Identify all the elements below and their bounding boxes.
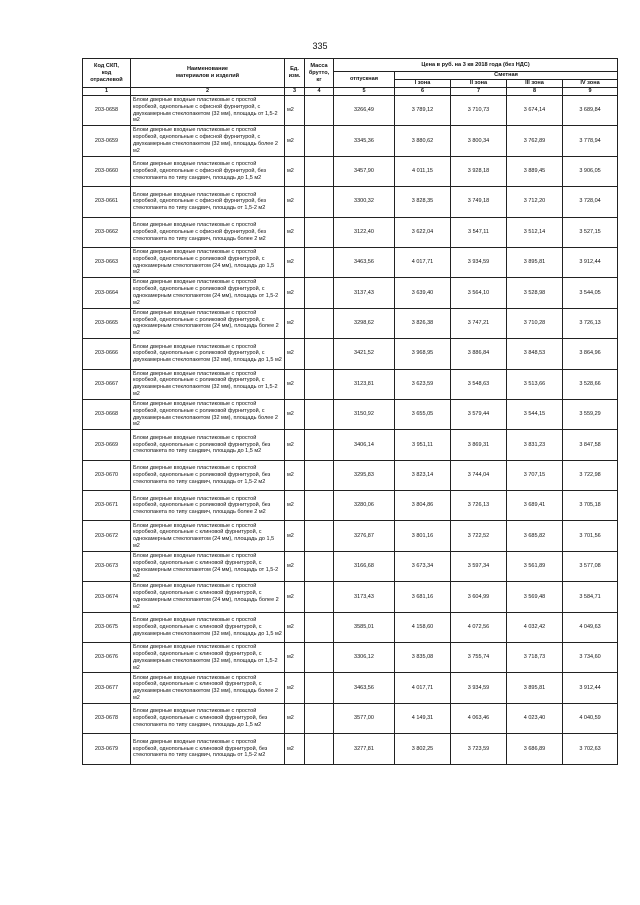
table-row: [83, 521, 618, 551]
col-number: 7: [451, 88, 507, 96]
cell-zone3-price: 3 895,81: [507, 247, 563, 277]
cell-release-price: 3173,43: [334, 582, 395, 612]
cell-zone2-price: 3 722,52: [451, 521, 507, 551]
cell-zone1-price: 4 017,71: [395, 247, 451, 277]
cell-name: Блоки дверные входные пластиковые с простой коробкой, однопольные с клиновой фурнитурой, с двухкамерным стеклопакетом (32 мм), площадь от 1,5-2 м2: [131, 643, 285, 673]
cell-release-price: 3266,49: [334, 96, 395, 126]
cell-name: Блоки дверные входные пластиковые с простой коробкой, однопольные с роликовой фурнитурой, с однокамерным стеклопакетом (24 мм), площадь от 1,5-2 м2: [131, 278, 285, 308]
header-name-line2: материалов и изделий: [175, 73, 240, 79]
cell-unit: м2: [285, 521, 305, 551]
header-estimate: Сметная: [395, 72, 618, 80]
cell-code: 203-0658: [83, 96, 131, 126]
cell-release-price: 3457,90: [334, 156, 395, 186]
cell-unit: м2: [285, 339, 305, 369]
header-code-line1: Код СКП,: [94, 62, 119, 69]
cell-zone1-price: 3 823,14: [395, 460, 451, 490]
cell-unit: м2: [285, 217, 305, 247]
col-number: 4: [305, 88, 334, 96]
cell-zone4-price: 3 701,56: [563, 521, 618, 551]
cell-unit: м2: [285, 734, 305, 764]
cell-release-price: 3166,68: [334, 551, 395, 581]
header-zone4: IV зона: [563, 80, 618, 88]
cell-name: Блоки дверные входные пластиковые с простой коробкой, однопольные с клиновой фурнитурой, без стеклопакета по типу сандвич, площадь от 1,5-2 м2: [131, 734, 285, 764]
cell-release-price: 3421,52: [334, 339, 395, 369]
cell-name: Блоки дверные входные пластиковые с простой коробкой, однопольные с клиновой фурнитурой, с двухкамерным стеклопакетом (32 мм), площадь до 1,5 м2: [131, 612, 285, 642]
cell-release-price: 3406,14: [334, 430, 395, 460]
cell-name: Блоки дверные входные пластиковые с простой коробкой, однопольные с роликовой фурнитурой, без стеклопакета по типу сандвич, площадь до 1,5 м2: [131, 430, 285, 460]
header-code-line3: отраслевой: [90, 76, 123, 83]
cell-zone1-price: 4 149,31: [395, 703, 451, 733]
header-unit-line2: изм.: [288, 73, 301, 79]
page-number: 335: [312, 41, 328, 51]
cell-zone2-price: 3 928,18: [451, 156, 507, 186]
cell-mass: [305, 247, 334, 277]
cell-name: Блоки дверные входные пластиковые с простой коробкой, однопольные с роликовой фурнитурой, с однокамерным стеклопакетом (24 мм), площадь более 2 м2: [131, 308, 285, 338]
cell-mass: [305, 430, 334, 460]
cell-unit: м2: [285, 247, 305, 277]
cell-zone3-price: 4 023,40: [507, 703, 563, 733]
cell-name: Блоки дверные входные пластиковые с простой коробкой, однопольные с роликовой фурнитурой, с однокамерным стеклопакетом (24 мм), площадь до 1,5 м2: [131, 247, 285, 277]
cell-zone4-price: 3 584,71: [563, 582, 618, 612]
cell-zone2-price: 3 710,73: [451, 96, 507, 126]
cell-zone2-price: 3 934,59: [451, 673, 507, 703]
cell-zone4-price: 3 722,98: [563, 460, 618, 490]
cell-zone2-price: 3 886,84: [451, 339, 507, 369]
table-row: [83, 187, 618, 217]
cell-zone2-price: 3 744,04: [451, 460, 507, 490]
cell-zone1-price: 3 681,16: [395, 582, 451, 612]
cell-zone2-price: 3 869,31: [451, 430, 507, 460]
cell-code: 203-0667: [83, 369, 131, 399]
cell-code: 203-0676: [83, 643, 131, 673]
cell-zone4-price: 3 544,05: [563, 278, 618, 308]
cell-zone4-price: 3 577,08: [563, 551, 618, 581]
cell-zone4-price: 3 528,66: [563, 369, 618, 399]
cell-zone1-price: 3 826,38: [395, 308, 451, 338]
cell-zone2-price: 4 063,46: [451, 703, 507, 733]
cell-zone3-price: 3 674,14: [507, 96, 563, 126]
cell-mass: [305, 460, 334, 490]
cell-name: Блоки дверные входные пластиковые с простой коробкой, однопольные с клиновой фурнитурой, с однокамерным стеклопакетом (24 мм), площадь более 2 м2: [131, 582, 285, 612]
cell-zone3-price: 3 512,14: [507, 217, 563, 247]
cell-name: Блоки дверные входные пластиковые с простой коробкой, однопольные с клиновой фурнитурой, с однокамерным стеклопакетом (24 мм), площадь от 1,5-2 м2: [131, 551, 285, 581]
cell-zone2-price: 3 747,21: [451, 308, 507, 338]
cell-zone4-price: 3 527,15: [563, 217, 618, 247]
header-zone2: II зона: [451, 80, 507, 88]
cell-zone3-price: 3 710,28: [507, 308, 563, 338]
table-row: [83, 612, 618, 642]
table-row: [83, 734, 618, 764]
cell-zone3-price: 3 762,89: [507, 126, 563, 156]
cell-release-price: 3577,00: [334, 703, 395, 733]
cell-zone3-price: 3 544,15: [507, 399, 563, 429]
table-row: [83, 582, 618, 612]
col-number: 2: [131, 88, 285, 96]
cell-zone1-price: 3 880,62: [395, 126, 451, 156]
cell-unit: м2: [285, 399, 305, 429]
cell-release-price: 3137,43: [334, 278, 395, 308]
cell-name: Блоки дверные входные пластиковые с простой коробкой, однопольные с офисной фурнитурой, без стеклопакета по типу сандвич, площадь более 2 м2: [131, 217, 285, 247]
cell-zone3-price: 3 831,23: [507, 430, 563, 460]
col-number: 9: [563, 88, 618, 96]
cell-mass: [305, 703, 334, 733]
cell-zone2-price: 3 604,99: [451, 582, 507, 612]
cell-mass: [305, 96, 334, 126]
table-row: [83, 278, 618, 308]
table-row: [83, 460, 618, 490]
cell-mass: [305, 612, 334, 642]
table-row: [83, 551, 618, 581]
table-row: [83, 399, 618, 429]
cell-release-price: 3276,87: [334, 521, 395, 551]
cell-zone2-price: 3 579,44: [451, 399, 507, 429]
cell-unit: м2: [285, 187, 305, 217]
header-unit-line1: Ед.: [290, 66, 299, 72]
cell-zone1-price: 3 789,12: [395, 96, 451, 126]
header-unit: [285, 59, 305, 88]
header-price-title: Цена в руб. на 3 кв 2018 года (без НДС): [334, 59, 618, 72]
table-row: [83, 308, 618, 338]
cell-zone2-price: 4 072,56: [451, 612, 507, 642]
cell-zone3-price: 3 686,89: [507, 734, 563, 764]
cell-zone1-price: 3 804,86: [395, 491, 451, 521]
cell-release-price: 3463,56: [334, 673, 395, 703]
cell-zone3-price: 4 032,42: [507, 612, 563, 642]
col-number: 8: [507, 88, 563, 96]
cell-zone2-price: 3 548,63: [451, 369, 507, 399]
header-code: [83, 59, 131, 88]
header-zone3: III зона: [507, 80, 563, 88]
cell-zone4-price: 3 728,04: [563, 187, 618, 217]
cell-zone3-price: 3 718,73: [507, 643, 563, 673]
cell-release-price: 3123,81: [334, 369, 395, 399]
cell-zone1-price: 3 623,59: [395, 369, 451, 399]
cell-code: 203-0673: [83, 551, 131, 581]
table-row: [83, 247, 618, 277]
header-zone1: I зона: [395, 80, 451, 88]
cell-name: Блоки дверные входные пластиковые с простой коробкой, однопольные с офисной фурнитурой, без стеклопакета по типу сандвич, площадь от 1,5-2 м2: [131, 187, 285, 217]
col-number: 5: [334, 88, 395, 96]
cell-release-price: 3150,92: [334, 399, 395, 429]
header-release: отпускная: [334, 72, 395, 88]
cell-code: 203-0671: [83, 491, 131, 521]
cell-code: 203-0678: [83, 703, 131, 733]
cell-zone4-price: 4 049,63: [563, 612, 618, 642]
table-row: [83, 156, 618, 186]
cell-zone3-price: 3 561,89: [507, 551, 563, 581]
cell-release-price: 3463,56: [334, 247, 395, 277]
cell-unit: м2: [285, 308, 305, 338]
cell-name: Блоки дверные входные пластиковые с простой коробкой, однопольные с роликовой фурнитурой, без стеклопакета по типу сандвич, площадь от 1,5-2 м2: [131, 460, 285, 490]
col-number: 6: [395, 88, 451, 96]
cell-zone3-price: 3 848,53: [507, 339, 563, 369]
cell-mass: [305, 278, 334, 308]
cell-zone3-price: 3 569,48: [507, 582, 563, 612]
header-mass-line1: Масса: [310, 62, 328, 69]
cell-code: 203-0677: [83, 673, 131, 703]
cell-zone1-price: 3 673,34: [395, 551, 451, 581]
table-row: [83, 491, 618, 521]
cell-code: 203-0664: [83, 278, 131, 308]
cell-code: 203-0672: [83, 521, 131, 551]
cell-zone3-price: 3 689,41: [507, 491, 563, 521]
table-row: [83, 217, 618, 247]
cell-mass: [305, 582, 334, 612]
cell-zone4-price: 3 705,18: [563, 491, 618, 521]
cell-zone2-price: 3 564,10: [451, 278, 507, 308]
cell-zone3-price: 3 528,98: [507, 278, 563, 308]
cell-code: 203-0674: [83, 582, 131, 612]
cell-zone1-price: 3 951,11: [395, 430, 451, 460]
cell-release-price: 3280,06: [334, 491, 395, 521]
cell-zone1-price: 3 622,04: [395, 217, 451, 247]
cell-code: 203-0668: [83, 399, 131, 429]
cell-name: Блоки дверные входные пластиковые с простой коробкой, однопольные с роликовой фурнитурой, с двухкамерным стеклопакетом (32 мм), площадь более 2 м2: [131, 399, 285, 429]
cell-zone3-price: 3 895,81: [507, 673, 563, 703]
cell-name: Блоки дверные входные пластиковые с простой коробкой, однопольные с офисной фурнитурой, с двухкамерным стеклопакетом (32 мм), площадь от 1,5-2 м2: [131, 96, 285, 126]
cell-zone4-price: 3 734,60: [563, 643, 618, 673]
table-row: [83, 673, 618, 703]
cell-zone2-price: 3 726,13: [451, 491, 507, 521]
cell-name: Блоки дверные входные пластиковые с простой коробкой, однопольные с роликовой фурнитурой, без стеклопакета по типу сандвич, площадь более 2 м2: [131, 491, 285, 521]
header-mass-line2: брутто,: [308, 69, 330, 76]
cell-zone1-price: 3 835,08: [395, 643, 451, 673]
cell-zone4-price: 4 040,59: [563, 703, 618, 733]
cell-unit: м2: [285, 643, 305, 673]
table-row: [83, 96, 618, 126]
cell-unit: м2: [285, 278, 305, 308]
header-name: [131, 59, 285, 88]
cell-code: 203-0666: [83, 339, 131, 369]
cell-release-price: 3122,40: [334, 217, 395, 247]
cell-zone3-price: 3 513,66: [507, 369, 563, 399]
cell-code: 203-0662: [83, 217, 131, 247]
table-body: [83, 96, 618, 765]
cell-unit: м2: [285, 551, 305, 581]
cell-unit: м2: [285, 491, 305, 521]
cell-unit: м2: [285, 126, 305, 156]
cell-name: Блоки дверные входные пластиковые с простой коробкой, однопольные с роликовой фурнитурой, с двухкамерным стеклопакетом (32 мм), площадь от 1,5-2 м2: [131, 369, 285, 399]
cell-zone4-price: 3 847,58: [563, 430, 618, 460]
cell-unit: м2: [285, 673, 305, 703]
cell-code: 203-0669: [83, 430, 131, 460]
cell-mass: [305, 643, 334, 673]
cell-code: 203-0663: [83, 247, 131, 277]
cell-code: 203-0670: [83, 460, 131, 490]
cell-mass: [305, 399, 334, 429]
cell-mass: [305, 551, 334, 581]
cell-unit: м2: [285, 703, 305, 733]
cell-zone4-price: 3 778,94: [563, 126, 618, 156]
col-number: 3: [285, 88, 305, 96]
cell-mass: [305, 217, 334, 247]
cell-code: 203-0675: [83, 612, 131, 642]
cell-zone2-price: 3 723,59: [451, 734, 507, 764]
cell-zone2-price: 3 934,59: [451, 247, 507, 277]
cell-zone1-price: 4 011,15: [395, 156, 451, 186]
cell-release-price: 3277,81: [334, 734, 395, 764]
cell-name: Блоки дверные входные пластиковые с простой коробкой, однопольные с клиновой фурнитурой, с двухкамерным стеклопакетом (32 мм), площадь более 2 м2: [131, 673, 285, 703]
table-row: [83, 430, 618, 460]
table-row: [83, 369, 618, 399]
cell-code: 203-0665: [83, 308, 131, 338]
cell-zone1-price: 3 828,35: [395, 187, 451, 217]
cell-release-price: 3295,83: [334, 460, 395, 490]
cell-zone4-price: 3 559,29: [563, 399, 618, 429]
cell-zone2-price: 3 800,34: [451, 126, 507, 156]
table-row: [83, 126, 618, 156]
header-name-line1: Наименование: [186, 66, 229, 72]
cell-unit: м2: [285, 582, 305, 612]
cell-zone4-price: 3 689,84: [563, 96, 618, 126]
cell-name: Блоки дверные входные пластиковые с простой коробкой, однопольные с клиновой фурнитурой, без стеклопакета по типу сандвич, площадь до 1,5 м2: [131, 703, 285, 733]
cell-code: 203-0660: [83, 156, 131, 186]
cell-zone4-price: 3 906,05: [563, 156, 618, 186]
cell-release-price: 3585,01: [334, 612, 395, 642]
table-header: [83, 59, 618, 96]
cell-mass: [305, 187, 334, 217]
cell-unit: м2: [285, 369, 305, 399]
cell-mass: [305, 156, 334, 186]
cell-unit: м2: [285, 96, 305, 126]
cell-zone2-price: 3 755,74: [451, 643, 507, 673]
cell-unit: м2: [285, 460, 305, 490]
cell-mass: [305, 308, 334, 338]
cell-mass: [305, 673, 334, 703]
cell-code: 203-0679: [83, 734, 131, 764]
cell-zone1-price: 3 639,40: [395, 278, 451, 308]
header-mass: [305, 59, 334, 88]
cell-name: Блоки дверные входные пластиковые с простой коробкой, однопольные с офисной фурнитурой, с двухкамерным стеклопакетом (32 мм), площадь более 2 м2: [131, 126, 285, 156]
col-number: 1: [83, 88, 131, 96]
cell-release-price: 3300,32: [334, 187, 395, 217]
table-row: [83, 339, 618, 369]
header-mass-line3: кг: [316, 76, 322, 83]
cell-zone1-price: 3 801,16: [395, 521, 451, 551]
cell-mass: [305, 734, 334, 764]
cell-unit: м2: [285, 156, 305, 186]
cell-zone4-price: 3 726,13: [563, 308, 618, 338]
cell-name: Блоки дверные входные пластиковые с простой коробкой, однопольные с клиновой фурнитурой, с однокамерным стеклопакетом (24 мм), площадь до 1,5 м2: [131, 521, 285, 551]
cell-zone2-price: 3 749,18: [451, 187, 507, 217]
cell-mass: [305, 369, 334, 399]
cell-mass: [305, 339, 334, 369]
cell-zone4-price: 3 702,63: [563, 734, 618, 764]
cell-zone3-price: 3 712,20: [507, 187, 563, 217]
cell-zone3-price: 3 707,15: [507, 460, 563, 490]
cell-name: Блоки дверные входные пластиковые с простой коробкой, однопольные с роликовой фурнитурой, с двухкамерным стеклопакетом (32 мм), площадь до 1,5 м2: [131, 339, 285, 369]
cell-zone4-price: 3 912,44: [563, 673, 618, 703]
cell-zone1-price: 3 655,05: [395, 399, 451, 429]
table-row: [83, 703, 618, 733]
cell-zone3-price: 3 685,82: [507, 521, 563, 551]
cell-release-price: 3345,36: [334, 126, 395, 156]
cell-zone2-price: 3 597,34: [451, 551, 507, 581]
cell-zone1-price: 3 802,25: [395, 734, 451, 764]
cell-zone3-price: 3 889,45: [507, 156, 563, 186]
cell-zone4-price: 3 912,44: [563, 247, 618, 277]
cell-release-price: 3298,62: [334, 308, 395, 338]
price-table: [82, 58, 618, 765]
cell-unit: м2: [285, 612, 305, 642]
header-code-line2: код: [101, 69, 112, 76]
cell-mass: [305, 491, 334, 521]
cell-zone1-price: 4 158,60: [395, 612, 451, 642]
cell-zone1-price: 3 968,95: [395, 339, 451, 369]
cell-code: 203-0661: [83, 187, 131, 217]
table-row: [83, 643, 618, 673]
cell-zone1-price: 4 017,71: [395, 673, 451, 703]
cell-release-price: 3306,12: [334, 643, 395, 673]
cell-zone2-price: 3 547,11: [451, 217, 507, 247]
cell-name: Блоки дверные входные пластиковые с простой коробкой, однопольные с офисной фурнитурой, без стеклопакета по типу сандвич, площадь до 1,5 м2: [131, 156, 285, 186]
cell-code: 203-0659: [83, 126, 131, 156]
cell-zone4-price: 3 864,96: [563, 339, 618, 369]
cell-unit: м2: [285, 430, 305, 460]
cell-mass: [305, 521, 334, 551]
cell-mass: [305, 126, 334, 156]
